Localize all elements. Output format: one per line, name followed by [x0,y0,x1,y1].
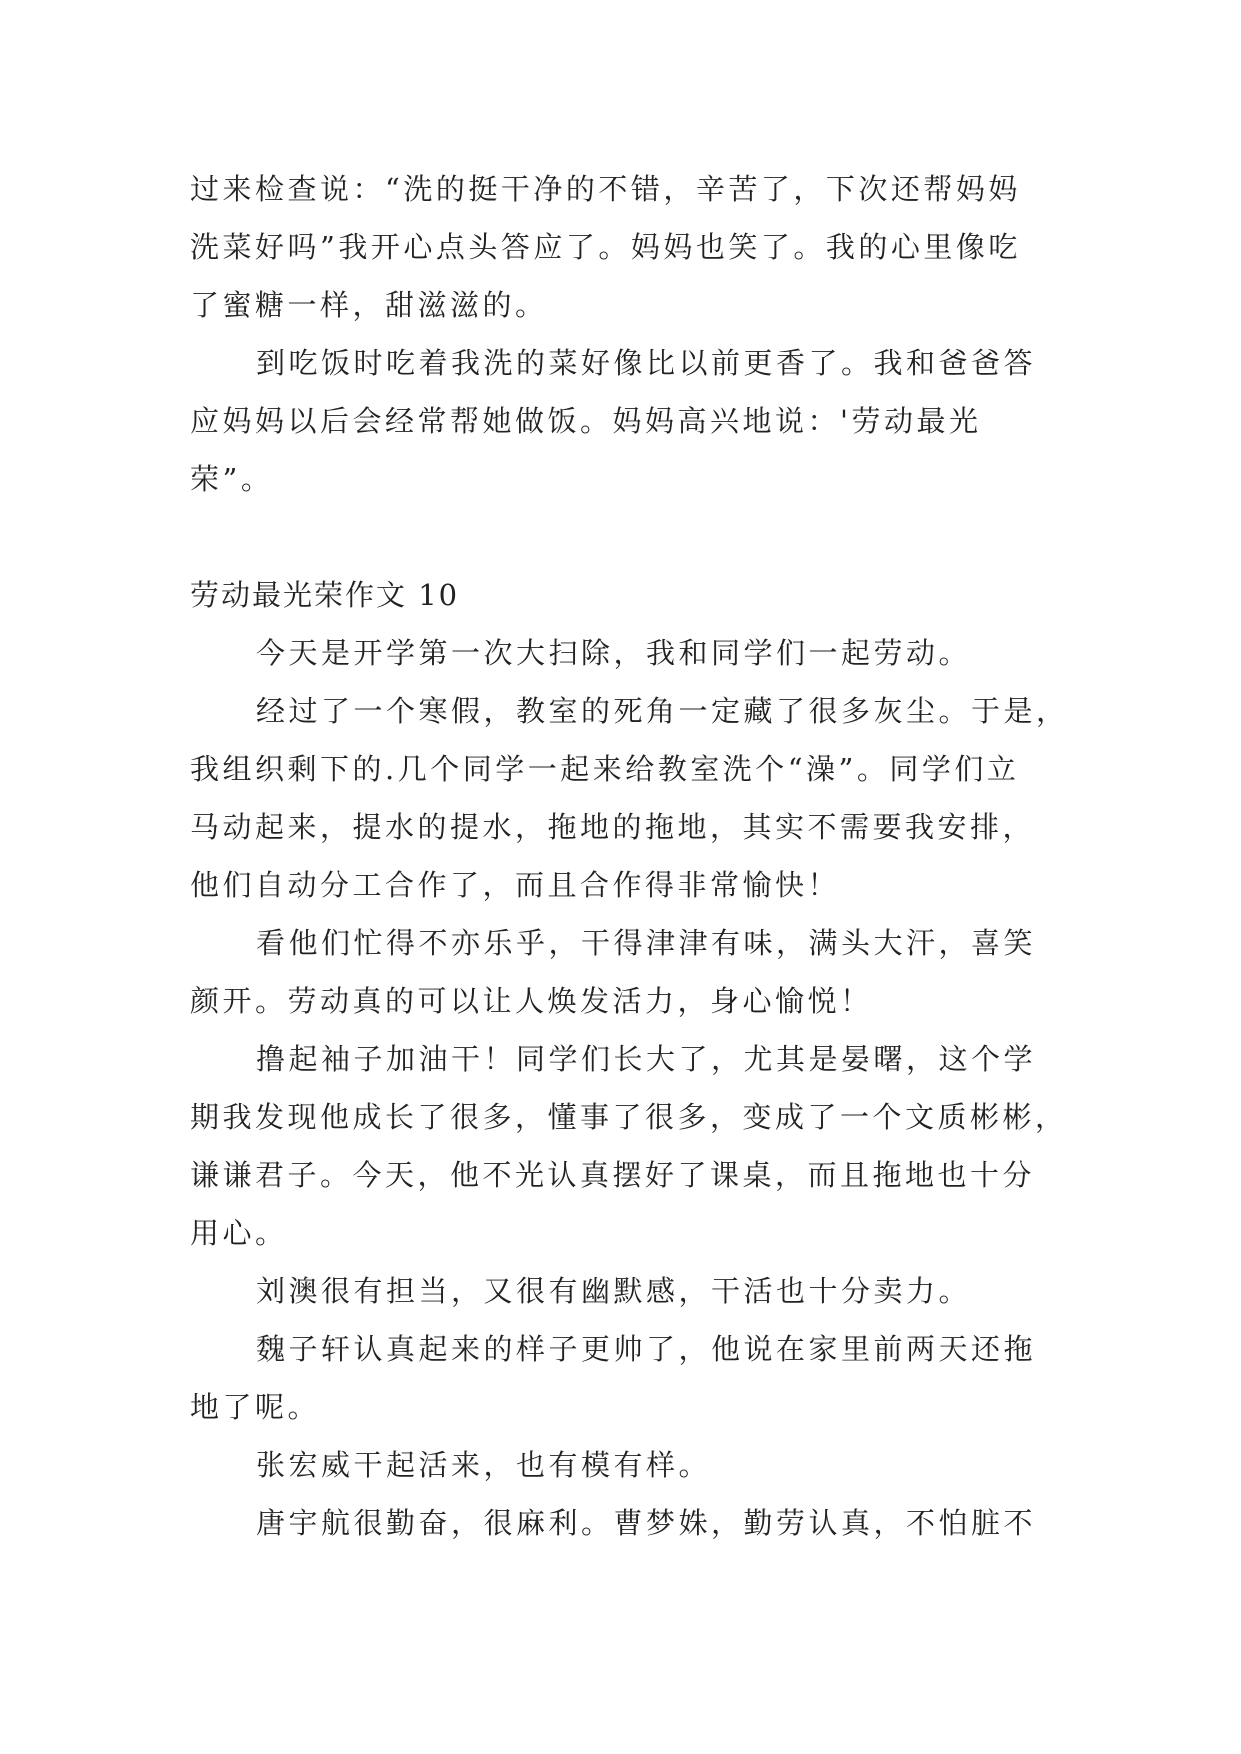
text-line: 应妈妈以后会经常帮她做饭。妈妈高兴地说：'劳动最光 [190,404,982,438]
text-line: 荣”。 [190,462,274,496]
text-line: 经过了一个寒假，教室的死角一定藏了很多灰尘。于是， [256,694,1069,728]
text-line: 今天是开学第一次大扫除，我和同学们一起劳动。 [256,636,972,670]
text-line: 颜开。劳动真的可以让人焕发活力，身心愉悦！ [190,984,873,1018]
section-gap [190,508,1050,566]
text-line: 唐宇航很勤奋，很麻利。曹梦姝，勤劳认真，不怕脏不 [256,1506,1037,1540]
text-line: 刘澳很有担当，又很有幽默感，干活也十分卖力。 [256,1274,972,1308]
text-line: 张宏威干起活来，也有模有样。 [256,1448,712,1482]
text-line: 我组织剩下的.几个同学一起来给教室洗个“澡”。同学们立 [190,752,1020,786]
text-line: 了蜜糖一样，甜滋滋的。 [190,288,548,322]
text-line: 看他们忙得不亦乐乎，干得津津有味，满头大汗，喜笑 [256,926,1037,960]
text-line: 撸起袖子加油干！同学们长大了，尤其是晏曙，这个学 [256,1042,1037,1076]
document-page [190,160,1069,1552]
text-line: 用心。 [190,1216,288,1250]
text-line: 过来检查说：“洗的挺干净的不错，辛苦了，下次还帮妈妈 [190,172,1021,206]
text-line: 魏子轩认真起来的样子更帅了，他说在家里前两天还拖 [256,1332,1037,1366]
essay-title: 劳动最光荣作文 10 [190,578,460,612]
text-line: 马动起来，提水的提水，拖地的拖地，其实不需要我安排， [190,810,1036,844]
text-line: 谦谦君子。今天，他不光认真摆好了课桌，而且拖地也十分 [190,1158,1036,1192]
text-line: 他们自动分工合作了，而且合作得非常愉快！ [190,868,841,902]
text-line: 地了呢。 [190,1390,321,1424]
text-line: 洗菜好吗”我开心点头答应了。妈妈也笑了。我的心里像吃 [190,230,1021,264]
text-line: 到吃饭时吃着我洗的菜好像比以前更香了。我和爸爸答 [256,346,1037,380]
text-line: 期我发现他成长了很多，懂事了很多，变成了一个文质彬彬， [190,1100,1068,1134]
